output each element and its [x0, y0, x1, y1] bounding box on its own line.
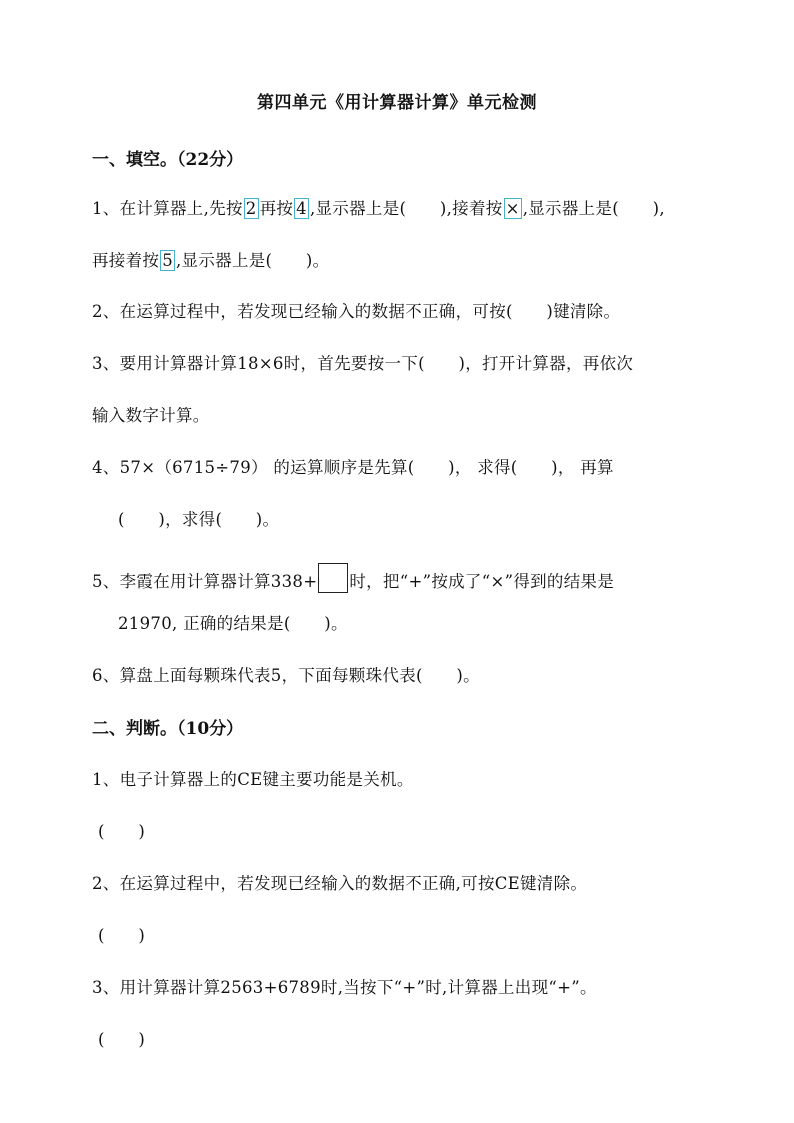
page-title: 第四单元《用计算器计算》单元检测: [257, 93, 537, 113]
question-2: 2、在运算过程中，若发现已经输入的数据不正确，可按( )键清除。: [92, 302, 621, 321]
question-3-line-1: 3、要用计算器计算18×6时，首先要按一下( )，打开计算器，再依次: [92, 354, 634, 373]
q1-text-e: 再接着按: [92, 251, 160, 270]
q1-text-f: ,显示器上是( )。: [176, 251, 330, 270]
section-fill-in-heading: 一、填空。（22分）: [92, 150, 244, 170]
question-1-line-1: [92, 195, 665, 219]
key-2-icon: 2: [245, 199, 257, 218]
blank-square-icon: [318, 563, 348, 593]
q1-text-b: 再按: [259, 199, 294, 218]
question-6: 6、算盘上面每颗珠代表5，下面每颗珠代表( )。: [92, 666, 480, 685]
question-5-line-1: [92, 563, 614, 593]
judgement-3: 3、用计算器计算2563+6789时,当按下“+”时,计算器上出现“+”。: [92, 978, 597, 997]
judgement-2-answer: ( ): [98, 926, 146, 945]
question-5-line-2: 21970, 正确的结果是( )。: [118, 614, 348, 633]
q1-text-d: ,显示器上是( ),: [522, 199, 665, 218]
judgement-1: 1、电子计算器上的CE键主要功能是关机。: [92, 770, 414, 789]
key-multiply-icon: ×: [505, 199, 520, 218]
section-judgement-heading: 二、判断。（10分）: [92, 719, 244, 739]
judgement-2: 2、在运算过程中，若发现已经输入的数据不正确,可按CE键清除。: [92, 874, 588, 893]
question-4-line-1: 4、57×（6715÷79） 的运算顺序是先算( )， 求得( )， 再算: [92, 458, 614, 477]
q1-text-a: 1、在计算器上,先按: [92, 199, 243, 218]
judgement-3-answer: ( ): [98, 1030, 146, 1049]
q5-text-a: 5、李霞在用计算器计算338+: [92, 572, 318, 591]
judgement-1-answer: ( ): [98, 822, 146, 841]
key-4-icon: 4: [296, 199, 307, 218]
key-5-icon: 5: [162, 251, 174, 270]
question-1-line-2: [92, 247, 329, 271]
q5-text-b: 时，把“+”按成了“×”得到的结果是: [349, 572, 615, 591]
question-4-line-2: ( )，求得( )。: [118, 510, 280, 529]
q1-text-c: ,显示器上是( ),接着按: [309, 199, 503, 218]
question-3-line-2: 输入数字计算。: [92, 406, 210, 425]
